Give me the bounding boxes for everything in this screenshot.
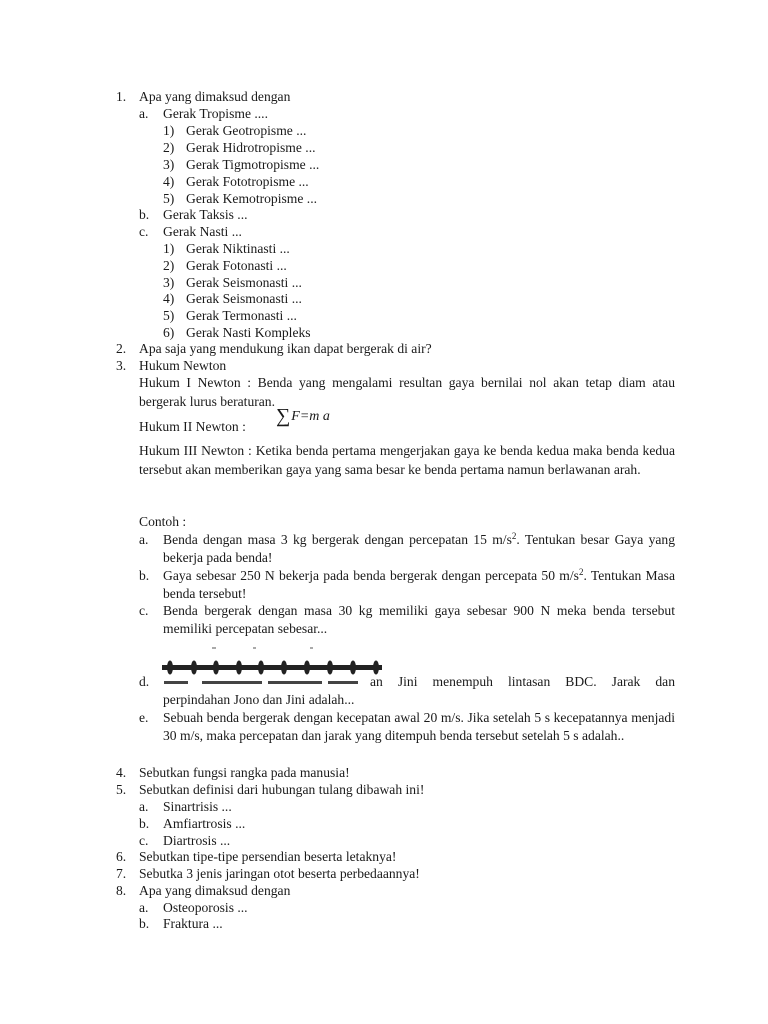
- example-text: Benda bergerak dengan masa 30 kg memiliki gaya sebesar 900 N meka benda tersebut memiliki percepatan sebesar...: [163, 603, 675, 636]
- sub-text: Gerak Taksis ...: [163, 207, 248, 222]
- item-text: Gerak Kemotropisme ...: [186, 191, 317, 206]
- list-item: [0, 915, 768, 932]
- track-figure: [160, 642, 388, 688]
- sub-text: Gerak Nasti ...: [163, 224, 242, 239]
- obscured-text-fragments: [164, 681, 358, 684]
- sub-label: b.: [139, 207, 150, 222]
- list-item: [0, 274, 768, 291]
- item-number: 1): [163, 241, 175, 256]
- sigma-symbol: ∑: [276, 405, 291, 427]
- question-text: Hukum Newton: [139, 358, 227, 373]
- question-number: 7.: [116, 866, 127, 881]
- list-item: [0, 307, 768, 324]
- item-number: 5): [163, 191, 175, 206]
- example-label: c.: [139, 603, 149, 618]
- sub-item-a: [0, 105, 768, 122]
- question-text: Apa yang dimaksud dengan: [139, 89, 291, 104]
- list-item: [0, 156, 768, 173]
- question-3: [0, 357, 768, 374]
- example-text-pre: Gaya sebesar 250 N bekerja pada benda bergerak dengan percepata 50 m/s: [163, 568, 579, 583]
- sub-text: Gerak Tropisme ....: [163, 106, 268, 121]
- newton-law-1: Hukum I Newton : Benda yang mengalami resultan gaya bernilai nol akan tetap diam atau bergerak lurus beraturan.: [139, 375, 675, 409]
- item-text: Fraktura ...: [163, 916, 223, 931]
- question-8: [0, 882, 768, 899]
- example-a: [139, 531, 675, 571]
- item-text: Diartrosis ...: [163, 833, 231, 848]
- question-number: 8.: [116, 883, 127, 898]
- list-item: [0, 190, 768, 207]
- question-text: Sebutkan tipe-tipe persendian beserta letaknya!: [139, 849, 397, 864]
- item-text: Gerak Fototropisme ...: [186, 174, 309, 189]
- question-6: [0, 848, 768, 865]
- list-item: [0, 899, 768, 916]
- question-text: Sebutkan fungsi rangka pada manusia!: [139, 765, 350, 780]
- question-text: Sebutkan definisi dari hubungan tulang dibawah ini!: [139, 782, 425, 797]
- example-text-post: . Tentukan Masa benda tersebut!: [163, 568, 675, 601]
- item-text: Gerak Seismonasti ...: [186, 275, 302, 290]
- question-number: 2.: [116, 341, 127, 356]
- item-number: 4): [163, 174, 175, 189]
- item-number: a.: [139, 900, 149, 915]
- item-number: b.: [139, 816, 150, 831]
- example-label: e.: [139, 710, 149, 725]
- item-number: 2): [163, 140, 175, 155]
- question-number: 4.: [116, 765, 127, 780]
- item-text: Gerak Termonasti ...: [186, 308, 297, 323]
- example-text-pre: Benda dengan masa 3 kg bergerak dengan percepatan 15 m/s: [163, 532, 512, 547]
- question-text: Apa saja yang mendukung ikan dapat bergerak di air?: [139, 341, 432, 356]
- formula-text: F=m a: [291, 409, 330, 424]
- example-b: [139, 567, 675, 607]
- example-d-continued: [0, 691, 768, 709]
- sub-item-c: [0, 223, 768, 240]
- example-c: [139, 602, 675, 642]
- item-number: 3): [163, 275, 175, 290]
- list-item: [0, 798, 768, 815]
- item-text: Gerak Nasti Kompleks: [186, 325, 311, 340]
- item-number: b.: [139, 916, 150, 931]
- item-text: Sinartrisis ...: [163, 799, 232, 814]
- list-item: [0, 240, 768, 257]
- item-text: Gerak Seismonasti ...: [186, 291, 302, 306]
- question-text: Apa yang dimaksud dengan: [139, 883, 291, 898]
- list-item: [0, 173, 768, 190]
- example-text-post: . Tentukan besar Gaya yang bekerja pada benda!: [163, 532, 675, 565]
- item-number: 5): [163, 308, 175, 323]
- example-label: a.: [139, 532, 149, 547]
- list-item: [0, 122, 768, 139]
- sub-label: a.: [139, 106, 149, 121]
- item-text: Gerak Niktinasti ...: [186, 241, 290, 256]
- item-text: Gerak Tigmotropisme ...: [186, 157, 320, 172]
- item-number: 6): [163, 325, 175, 340]
- example-label: d.: [139, 674, 150, 689]
- superscript: 2: [578, 567, 584, 577]
- example-text-line-2: perpindahan Jono dan Jini adalah...: [163, 692, 355, 707]
- item-number: a.: [139, 799, 149, 814]
- question-number: 6.: [116, 849, 127, 864]
- item-number: 4): [163, 291, 175, 306]
- question-5: [0, 781, 768, 798]
- newton-law-2: [0, 418, 768, 435]
- example-text: [163, 531, 675, 567]
- item-text: Gerak Hidrotropisme ...: [186, 140, 316, 155]
- question-2: [0, 340, 768, 357]
- list-item: [0, 290, 768, 307]
- contoh-label: Contoh :: [139, 514, 187, 529]
- example-text-line-1: an Jini menempuh lintasan BDC. Jarak dan: [370, 674, 675, 689]
- list-item: [0, 815, 768, 832]
- item-number: 1): [163, 123, 175, 138]
- example-label: b.: [139, 568, 150, 583]
- question-number: 1.: [116, 89, 127, 104]
- question-number: 3.: [116, 358, 127, 373]
- sub-item-b: [0, 206, 768, 223]
- question-7: [0, 865, 768, 882]
- example-e: [139, 709, 675, 765]
- example-text: [163, 567, 675, 603]
- question-number: 5.: [116, 782, 127, 797]
- superscript: 2: [511, 531, 517, 541]
- list-item: [0, 324, 768, 341]
- example-text: Sebuah benda bergerak dengan kecepatan awal 20 m/s. Jika setelah 5 s kecepatannya menjadi 30 m/s, maka percepatan dan jarak yang ditempuh benda tersebut setelah 5 s adalah..: [163, 710, 675, 743]
- item-number: 2): [163, 258, 175, 273]
- item-text: Amfiartrosis ...: [163, 816, 246, 831]
- law-2-label: Hukum II Newton :: [139, 419, 246, 434]
- newton-formula: [276, 405, 330, 428]
- newton-law-3: Hukum III Newton : Ketika benda pertama mengerjakan gaya ke benda kedua maka benda kedua tersebut akan memberikan gaya yang sama besar ke benda pertama namun berlawanan arah.: [139, 443, 675, 477]
- item-text: Osteoporosis ...: [163, 900, 248, 915]
- contoh-heading: [0, 513, 768, 530]
- item-number: 3): [163, 157, 175, 172]
- question-text: Sebutka 3 jenis jaringan otot beserta perbedaannya!: [139, 866, 420, 881]
- question-1: [0, 88, 768, 105]
- list-item: [0, 257, 768, 274]
- question-4: [0, 764, 768, 781]
- item-text: Gerak Fotonasti ...: [186, 258, 287, 273]
- list-item: [0, 139, 768, 156]
- item-text: Gerak Geotropisme ...: [186, 123, 307, 138]
- item-number: c.: [139, 833, 149, 848]
- sub-label: c.: [139, 224, 149, 239]
- list-item: [0, 832, 768, 849]
